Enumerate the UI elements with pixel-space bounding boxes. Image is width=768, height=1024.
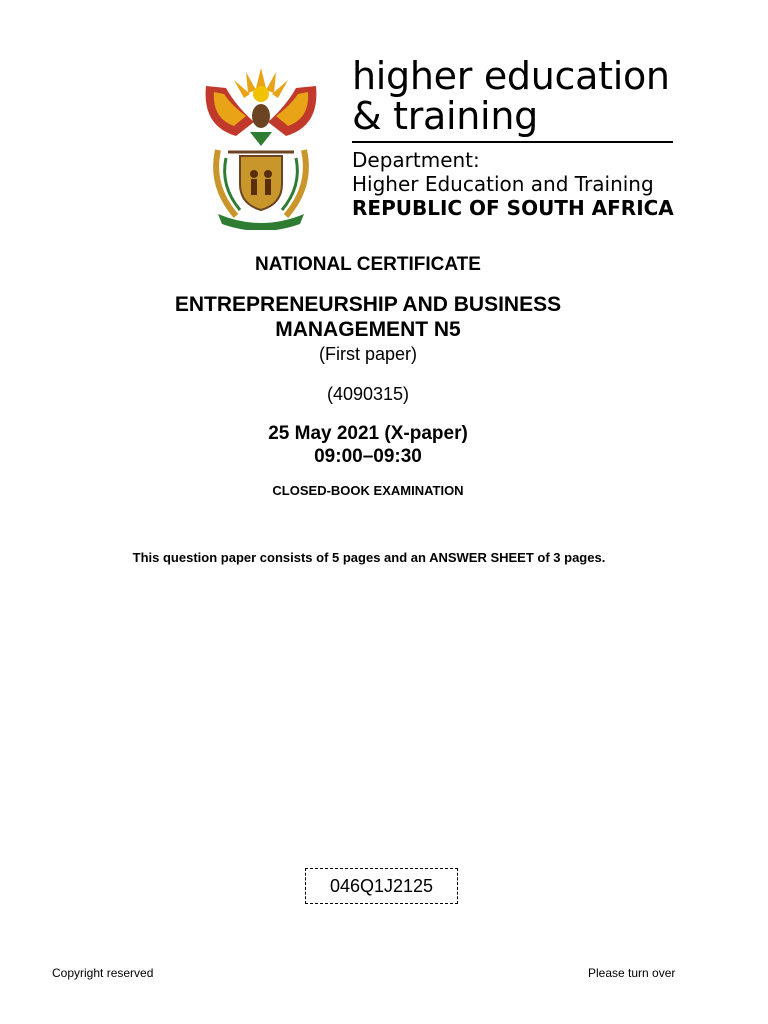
subject-title-line2: MANAGEMENT N5 <box>275 318 461 341</box>
subject-title-line1: ENTREPRENEURSHIP AND BUSINESS <box>174 293 562 316</box>
country-name: REPUBLIC OF SOUTH AFRICA <box>352 196 674 220</box>
certificate-title: NATIONAL CERTIFICATE <box>255 254 481 275</box>
coat-of-arms-icon <box>196 66 326 230</box>
department-label: Department: <box>352 148 480 172</box>
subject-code: (4090315) <box>326 384 410 404</box>
brand-title-line1: higher education <box>352 54 670 98</box>
department-name: Higher Education and Training <box>352 172 654 196</box>
exam-type: CLOSED-BOOK EXAMINATION <box>272 483 464 498</box>
exam-time: 09:00–09:30 <box>314 446 422 467</box>
page-count-note: This question paper consists of 5 pages and an ANSWER SHEET of 3 pages. <box>132 550 606 565</box>
paper-number: (First paper) <box>318 344 417 364</box>
exam-date: 25 May 2021 (X-paper) <box>268 423 468 444</box>
paper-id-box: 046Q1J2125 <box>305 868 458 904</box>
header-divider <box>352 141 673 143</box>
footer-copyright: Copyright reserved <box>52 966 154 980</box>
footer-turn-over: Please turn over <box>588 966 676 980</box>
brand-title-line2: & training <box>352 94 538 138</box>
